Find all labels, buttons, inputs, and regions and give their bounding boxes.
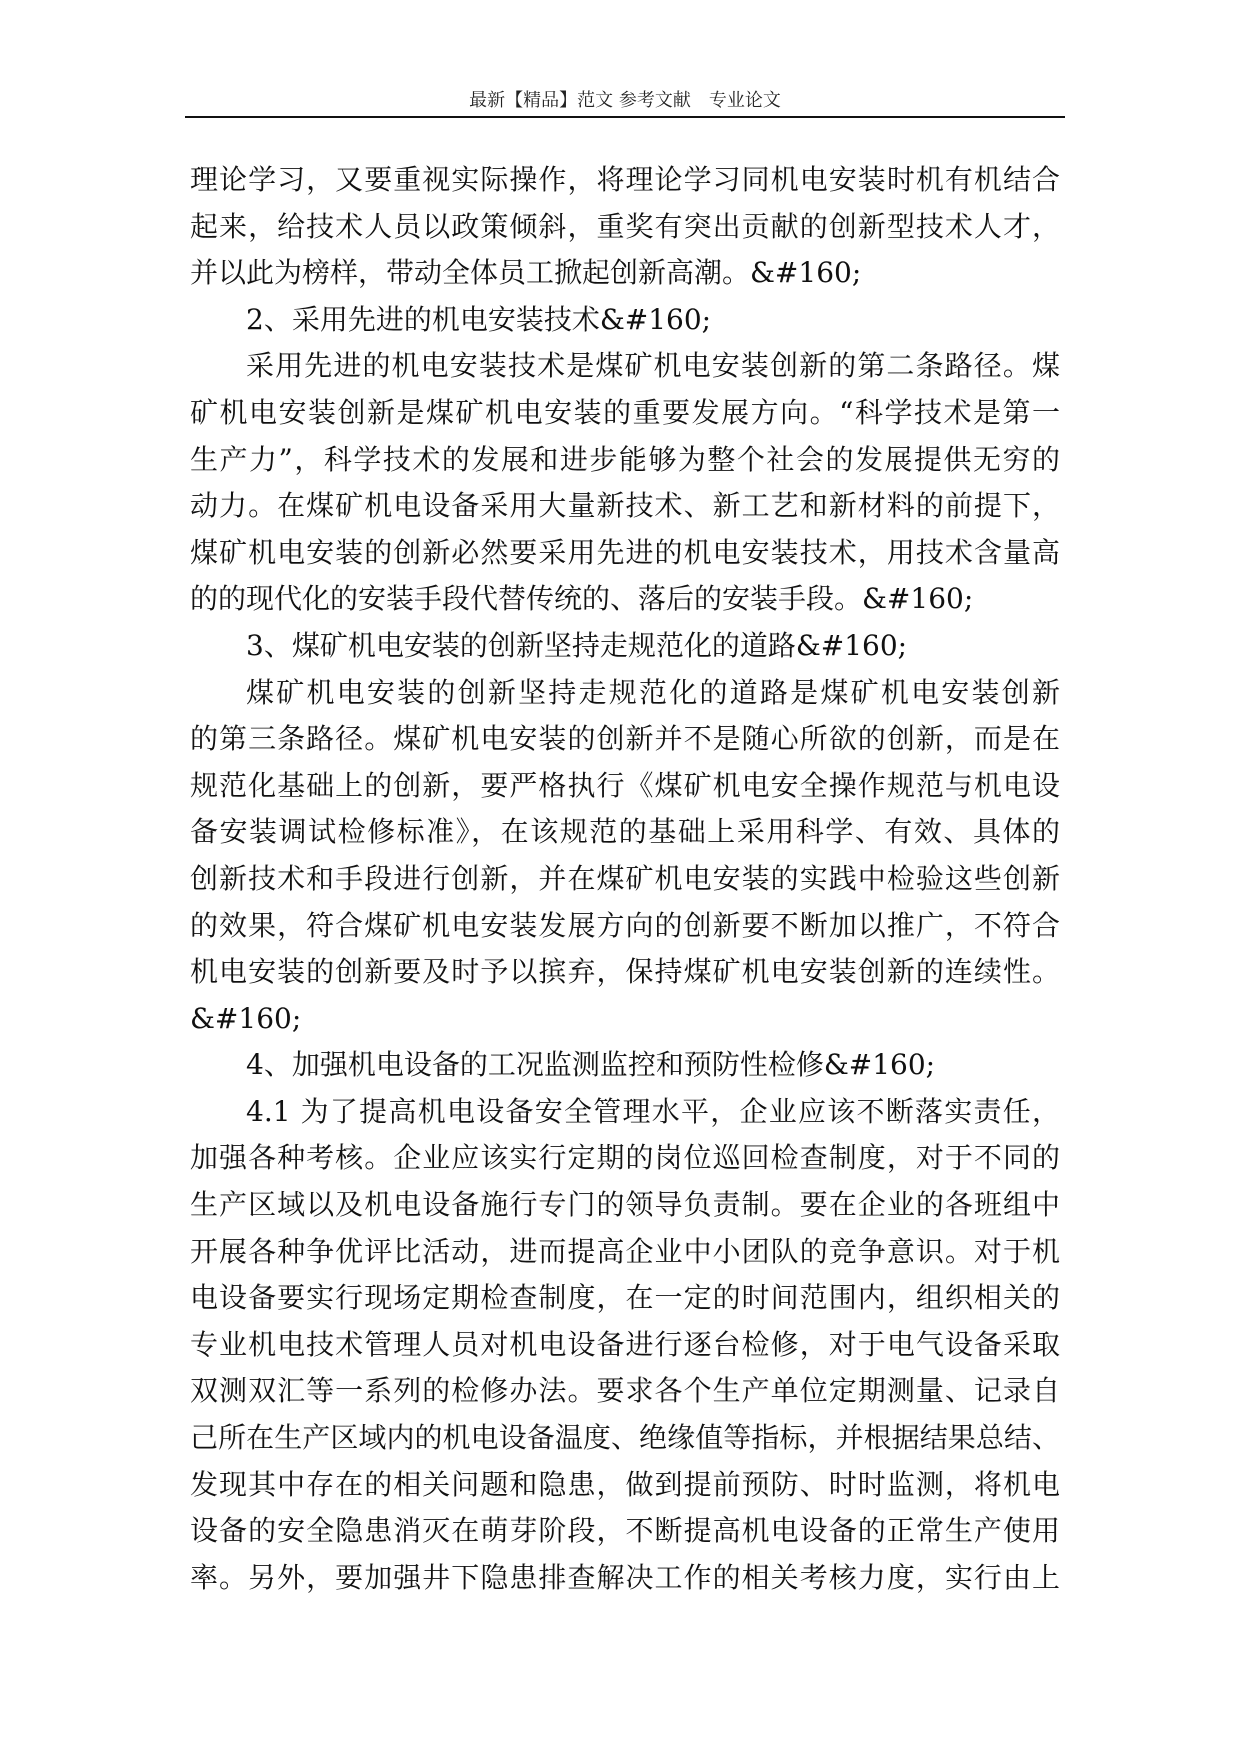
text-line: 4、加强机电设备的工况监测监控和预防性检修&#160; (246, 1048, 936, 1082)
text-line: 生产力”，科学技术的发展和进步能够为整个社会的发展提供无穷的 (190, 442, 1060, 476)
text-line: 动力。在煤矿机电设备采用大量新技术、新工艺和新材料的前提下， (190, 489, 1060, 523)
text-line: 采用先进的机电安装技术是煤矿机电安装创新的第二条路径。煤 (246, 349, 1060, 383)
text-line: 2、采用先进的机电安装技术&#160; (246, 302, 712, 336)
text-line: 并以此为榜样，带动全体员工掀起创新高潮。&#160; (190, 256, 862, 290)
text-line: 4.1 为了提高机电设备安全管理水平，企业应该不断落实责任， (246, 1094, 1060, 1128)
text-line: 3、煤矿机电安装的创新坚持走规范化的道路&#160; (246, 628, 908, 662)
text-line: 率。另外，要加强井下隐患排查解决工作的相关考核力度，实行由上 (190, 1560, 1060, 1594)
text-line: 的效果，符合煤矿机电安装发展方向的创新要不断加以推广，不符合 (190, 908, 1060, 942)
text-line: 发现其中存在的相关问题和隐患，做到提前预防、时时监测，将机电 (190, 1467, 1060, 1501)
text-line: 生产区域以及机电设备施行专门的领导负责制。要在企业的各班组中 (190, 1188, 1060, 1222)
text-line: 双测双汇等一系列的检修办法。要求各个生产单位定期测量、记录自 (190, 1374, 1060, 1408)
text-line: 己所在生产区域内的机电设备温度、绝缘值等指标，并根据结果总结、 (190, 1421, 1060, 1455)
text-line: 电设备要实行现场定期检查制度，在一定的时间范围内，组织相关的 (190, 1281, 1060, 1315)
text-line: 起来，给技术人员以政策倾斜，重奖有突出贡献的创新型技术人才， (190, 209, 1060, 243)
text-line: 矿机电安装创新是煤矿机电安装的重要发展方向。“科学技术是第一 (190, 395, 1060, 429)
page-header: 最新【精品】范文 参考文献 专业论文 (469, 90, 781, 111)
document-body (190, 157, 1060, 1601)
text-line: 理论学习，又要重视实际操作，将理论学习同机电安装时机有机结合 (190, 163, 1060, 196)
text-line: 煤矿机电安装的创新必然要采用先进的机电安装技术，用技术含量高 (190, 535, 1060, 569)
text-line: 机电安装的创新要及时予以摈弃，保持煤矿机电安装创新的连续性。 (190, 955, 1060, 989)
text-line: 备安装调试检修标准》，在该规范的基础上采用科学、有效、具体的 (190, 815, 1060, 849)
text-line: 开展各种争优评比活动，进而提高企业中小团队的竞争意识。对于机 (190, 1234, 1060, 1268)
text-line: 煤矿机电安装的创新坚持走规范化的道路是煤矿机电安装创新 (246, 675, 1060, 709)
text-line: 专业机电技术管理人员对机电设备进行逐台检修，对于电气设备采取 (190, 1327, 1060, 1361)
text-line: 的第三条路径。煤矿机电安装的创新并不是随心所欲的创新，而是在 (190, 722, 1060, 756)
text-line: 创新技术和手段进行创新，并在煤矿机电安装的实践中检验这些创新 (190, 861, 1060, 895)
text-line: &#160; (190, 1001, 302, 1035)
text-line: 加强各种考核。企业应该实行定期的岗位巡回检查制度，对于不同的 (190, 1141, 1060, 1175)
text-line: 设备的安全隐患消灭在萌芽阶段，不断提高机电设备的正常生产使用 (190, 1514, 1060, 1548)
text-line: 规范化基础上的创新，要严格执行《煤矿机电安全操作规范与机电设 (190, 768, 1060, 802)
header-divider (185, 116, 1065, 118)
text-line: 的的现代化的安装手段代替传统的、落后的安装手段。&#160; (190, 582, 974, 616)
